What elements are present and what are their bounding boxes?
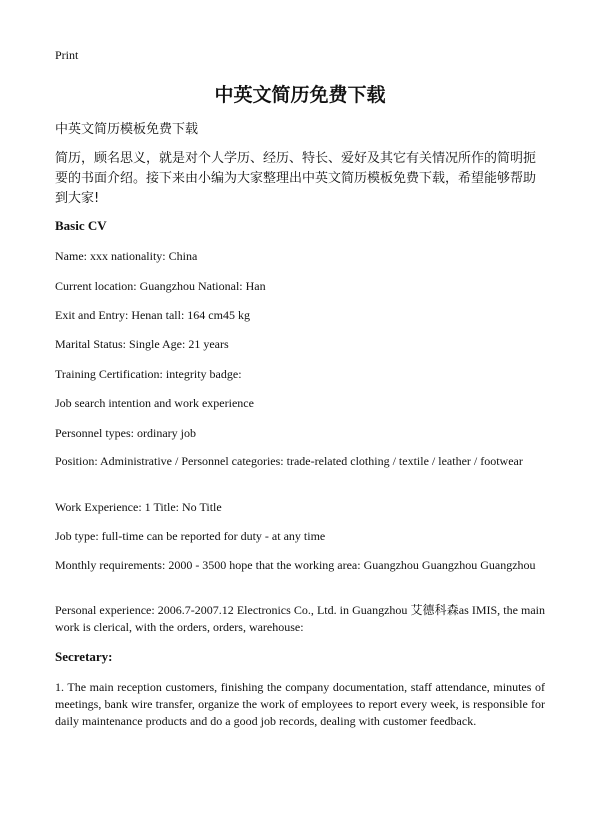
section-heading-basic-cv: Basic CV <box>55 218 107 233</box>
company-name-cjk: 艾德科森 <box>410 603 459 617</box>
section-heading-secretary: Secretary: <box>55 649 113 664</box>
document-subtitle: 中英文简历模板免费下载 <box>55 122 199 137</box>
marital-status-line: Marital Status: Single Age: 21 years <box>55 337 229 351</box>
monthly-requirements-paragraph: Monthly requirements: 2000 - 3500 hope that the working area: Guangzhou Guangzhou Guangzhou <box>55 558 536 572</box>
document-title: 中英文简历免费下载 <box>214 84 386 106</box>
intro-paragraph: 简历，顾名思义，就是对个人学历、经历、特长、爱好及其它有关情况所作的简明扼要的书面介绍。接下来由小编为大家整理出中英文简历模板免费下载，希望能够帮助到大家! <box>55 151 537 206</box>
personnel-types-line: Personnel types: ordinary job <box>55 426 196 440</box>
training-certification-line: Training Certification: integrity badge: <box>55 367 242 381</box>
print-label: Print <box>55 48 79 62</box>
work-experience-line: Work Experience: 1 Title: No Title <box>55 500 222 514</box>
personal-experience-text-start: Personal experience: 2006.7-2007.12 Electronics Co., Ltd. in Guangzhou <box>55 603 411 617</box>
job-intention-line: Job search intention and work experience <box>55 396 254 410</box>
secretary-item-1: 1. The main reception customers, finishing the company documentation, staff attendance, minutes of meetings, bank wire transfer, organize the work of employees to report every week, is responsible for daily maintenance products and do a good job records, dealing with customer feedback. <box>55 680 545 728</box>
exit-entry-line: Exit and Entry: Henan tall: 164 cm45 kg <box>55 308 250 322</box>
personal-experience-paragraph <box>55 602 545 636</box>
current-location-line: Current location: Guangzhou National: Han <box>55 279 266 293</box>
personal-experience-text-end: as IMIS, the main work is clerical, with the orders, orders, warehouse: <box>55 603 545 634</box>
name-nationality-line: Name: xxx nationality: China <box>55 249 198 263</box>
position-paragraph: Position: Administrative / Personnel categories: trade-related clothing / textile / leather / footwear <box>55 454 523 468</box>
job-type-line: Job type: full-time can be reported for duty - at any time <box>55 529 326 543</box>
